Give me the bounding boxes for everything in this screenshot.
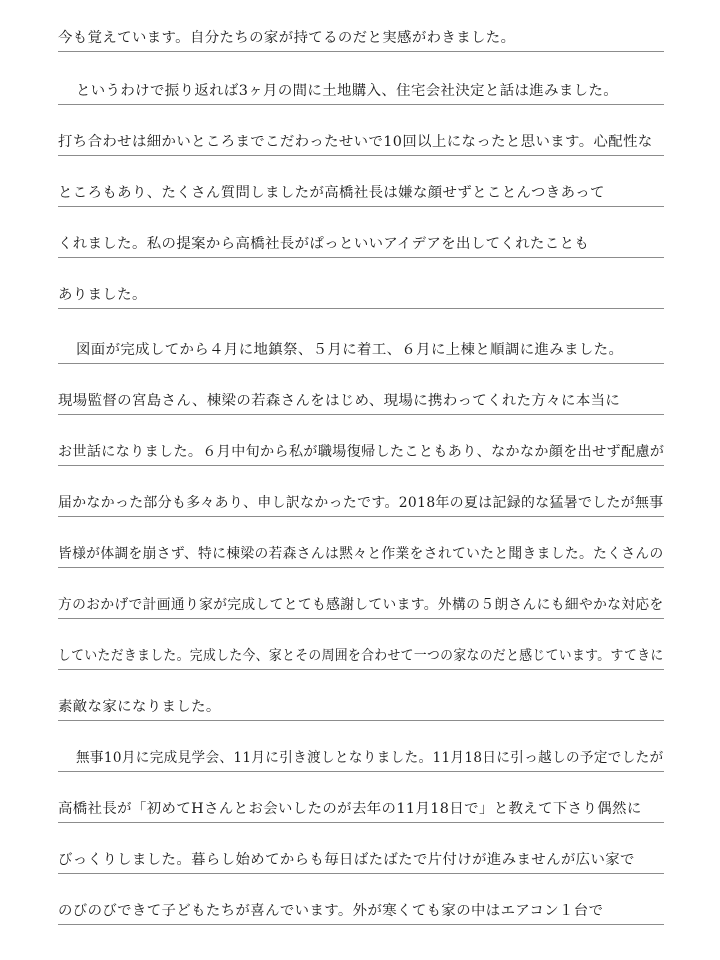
ruled-line-6	[58, 259, 664, 309]
letter-line-14: 素敵な家になりました。	[58, 699, 221, 715]
letter-line-1: 今も覚えています。自分たちの家が持てるのだと実感がわきました。	[58, 30, 516, 46]
letter-line-4: ところもあり、たくさん質問しましたが高橋社長は嫌な顔せずとことんつきあって	[58, 185, 605, 201]
letter-line-10: 届かなかった部分も多々あり、申し訳なかったです。2018年の夏は記録的な猛暑でしたが無事	[58, 495, 664, 511]
letter-line-17: びっくりしました。暮らし始めてからも毎日ばたばたで片付けが進みませんが広い家で	[58, 852, 635, 868]
ruled-line-2	[58, 55, 664, 105]
letter-line-3: 打ち合わせは細かいところまでこだわったせいで10回以上になったと思います。心配性な	[58, 134, 653, 150]
ruled-line-17	[58, 824, 664, 874]
ruled-line-5	[58, 208, 664, 258]
letter-line-15: 無事10月に完成見学会、11月に引き渡しとなりました。11月18日に引っ越しの予定でしたが	[76, 750, 664, 766]
letter-line-12: 方のおかげで計画通り家が完成してとても感謝しています。外構の５朗さんにも細やかな対応を	[58, 597, 664, 613]
ruled-line-11	[58, 518, 664, 568]
letter-line-11: 皆様が体調を崩さず、特に棟梁の若森さんは黙々と作業をされていたと聞きました。たくさんの	[58, 546, 664, 562]
letter-line-9: お世話になりました。６月中旬から私が職場復帰したこともあり、なかなか顔を出せず配慮が	[58, 444, 665, 460]
ruled-line-9	[58, 416, 664, 466]
letter-line-7: 図面が完成してから４月に地鎮祭、５月に着工、６月に上棟と順調に進みました。	[76, 342, 624, 358]
ruled-line-18	[58, 875, 664, 925]
ruled-line-15	[58, 722, 664, 772]
ruled-line-7	[58, 314, 664, 364]
ruled-line-8	[58, 365, 664, 415]
letter-line-2: というわけで振り返れば3ヶ月の間に土地購入、住宅会社決定と話は進みました。	[76, 83, 619, 99]
letter-line-16: 高橋社長が「初めてHさんとお会いしたのが去年の11月18日で」と教えて下さり偶然に	[58, 801, 642, 817]
ruled-line-14	[58, 671, 664, 721]
letter-line-6: ありました。	[58, 287, 147, 303]
ruled-line-3	[58, 106, 664, 156]
ruled-line-1	[58, 2, 664, 52]
letter-line-18: のびのびできて子どもたちが喜んでいます。外が寒くても家の中はエアコン１台で	[58, 903, 604, 919]
ruled-line-12	[58, 569, 664, 619]
ruled-line-10	[58, 467, 664, 517]
letter-line-13: していただきました。完成した今、家とその周囲を合わせて一つの家なのだと感じています。すてきに	[58, 648, 664, 664]
letter-line-8: 現場監督の宮島さん、棟梁の若森さんをはじめ、現場に携わってくれた方々に本当に	[58, 393, 621, 409]
ruled-line-4	[58, 157, 664, 207]
ruled-line-13	[58, 620, 664, 670]
letter-line-5: くれました。私の提案から高橋社長がぱっといいアイデアを出してくれたことも	[58, 236, 590, 252]
ruled-line-16	[58, 773, 664, 823]
